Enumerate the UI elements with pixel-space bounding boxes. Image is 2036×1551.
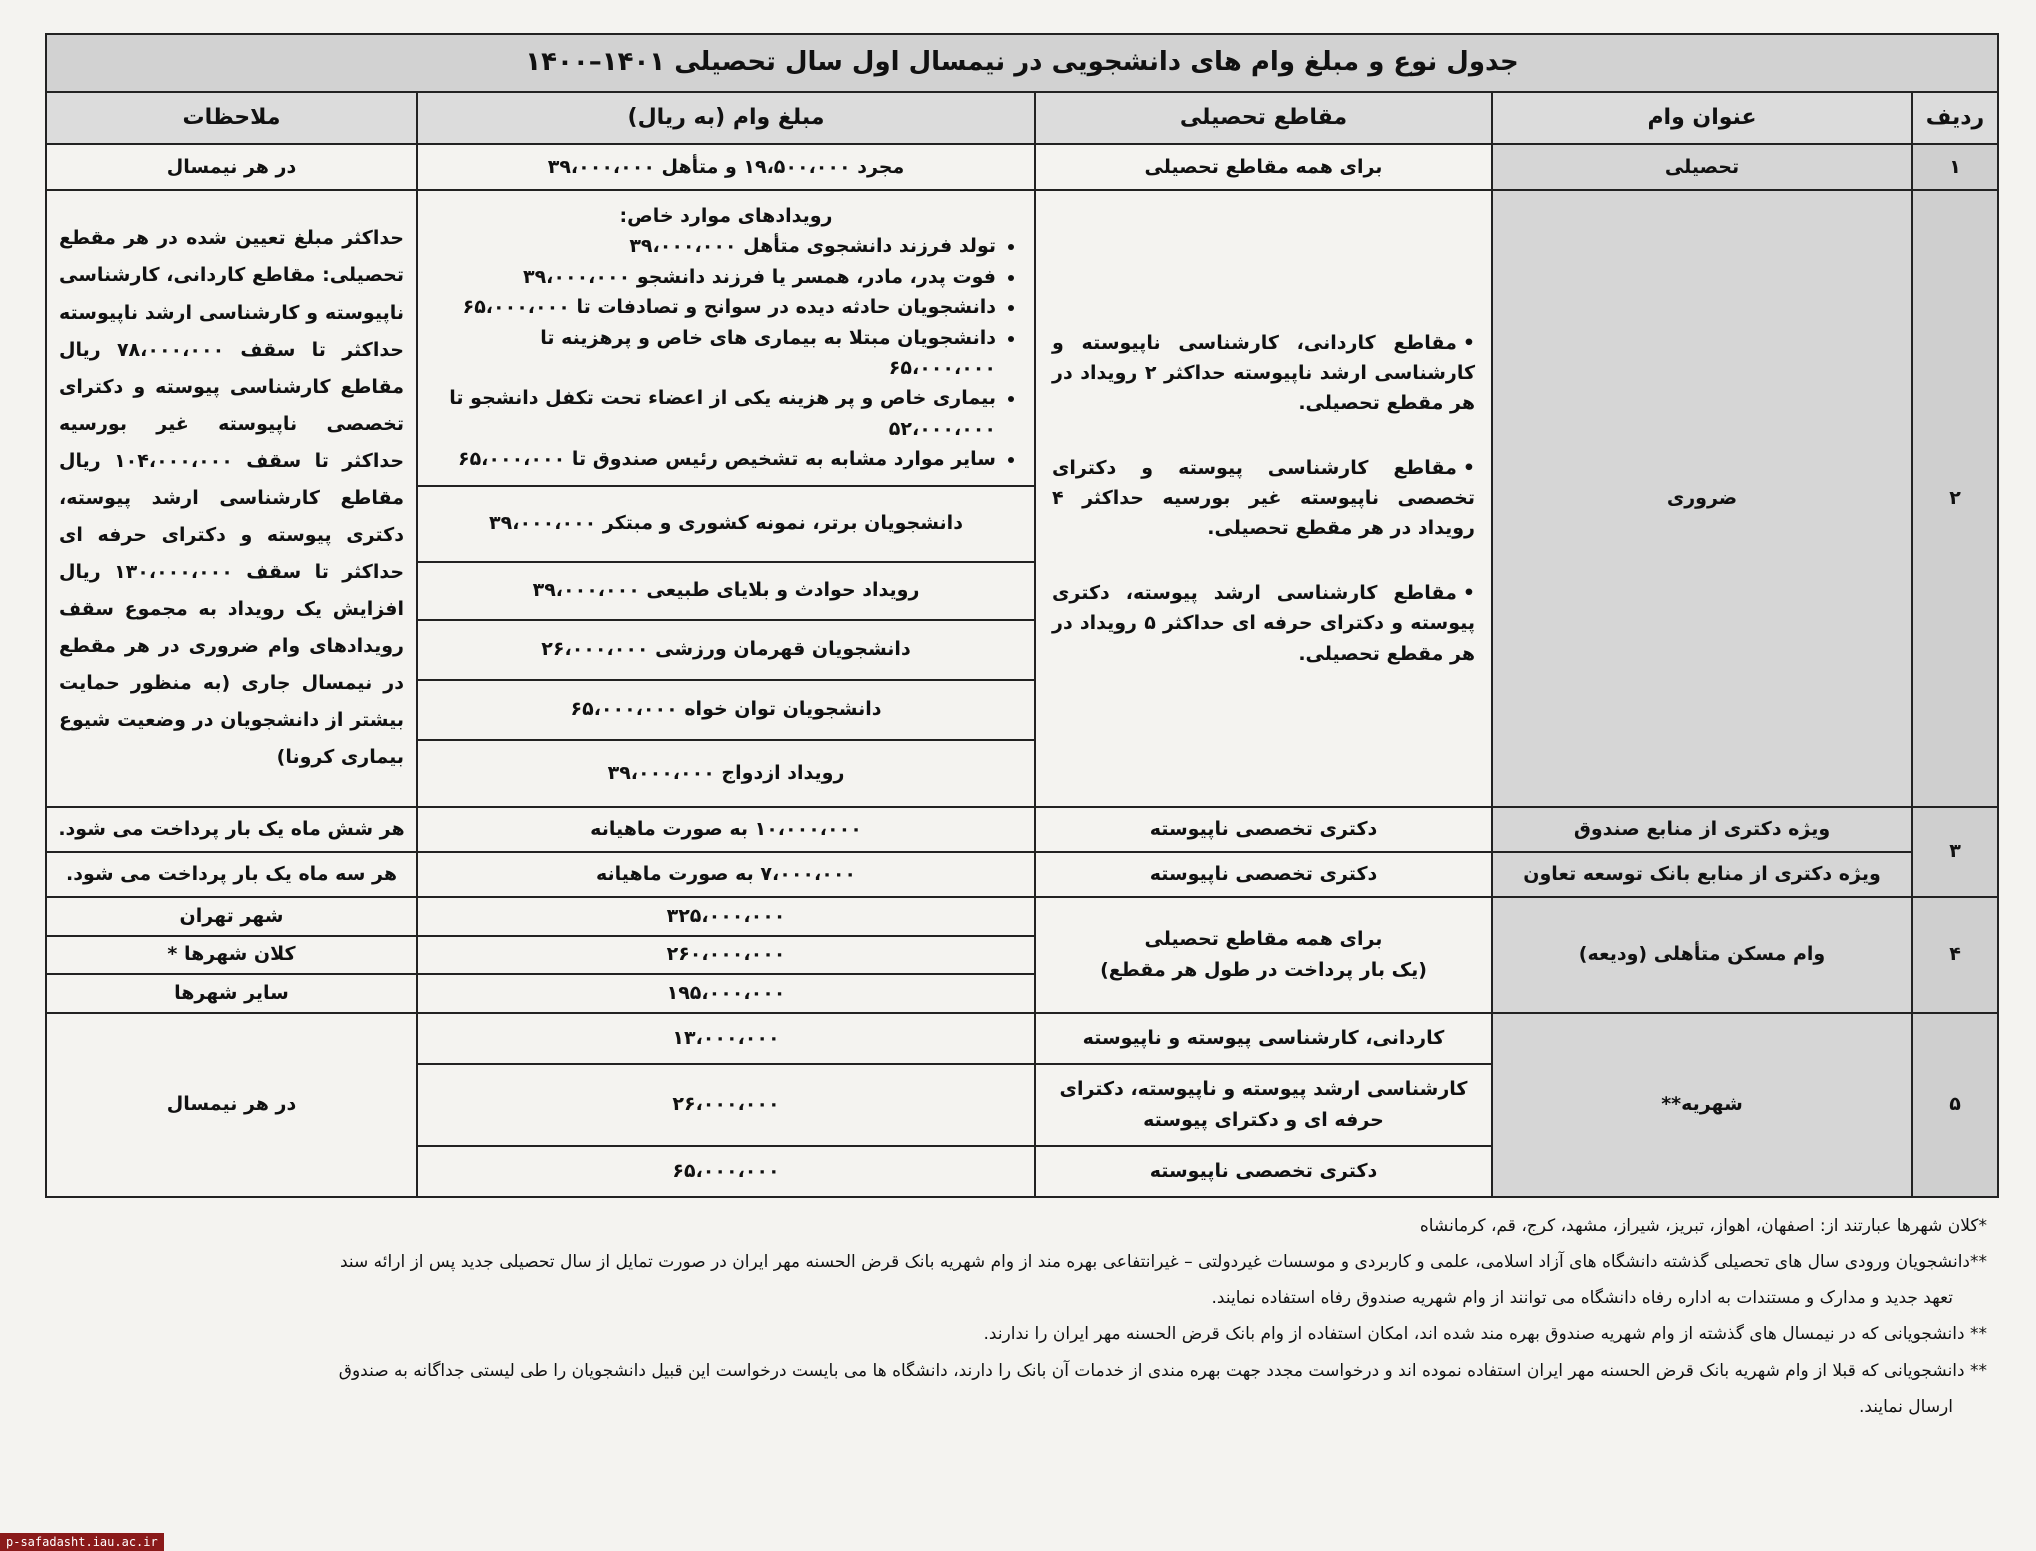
loan-title: ضروری bbox=[1492, 190, 1912, 807]
footnote: **دانشجویان ورودی سال های تحصیلی گذشته دانشگاه های آزاد اسلامی، علمی و کاربردی و موسسات غیردولتی – غیرانتفاعی بهره مند از وام شهریه بانک قرض الحسنه مهر ایران در صورت تمایل از سال تحصیلی جدید پس از ارائه سند bbox=[339, 1251, 1987, 1272]
list-item: • سایر موارد مشابه به تشخیص رئیس صندوق تا ۶۵،۰۰۰،۰۰۰ bbox=[430, 444, 996, 474]
notes-cell: حداکثر مبلغ تعیین شده در هر مقطع تحصیلی: مقاطع کاردانی، کارشناسی ناپیوسته و کارشناسی ارشد ناپیوسته حداکثر تا سقف ۷۸،۰۰۰،۰۰۰ ریال مقاطع کارشناسی پیوسته و دکترای تخصصی ناپیوسته غیر بورسیه حداکثر تا سقف ۱۰۴،۰۰۰،۰۰۰ ریال مقاطع کارشناسی ارشد پیوسته، دکتری پیوسته و دکترای حرفه ای حداکثر تا سقف ۱۳۰،۰۰۰،۰۰۰ ریال افزایش یک رویداد به مجموع سقف رویدادهای وام ضروری در هر مقطع در نیمسال جاری (به منظور حمایت بیشتر از دانشجویان در وضعیت شیوع بیماری کرونا) bbox=[46, 190, 417, 807]
list-item: • فوت پدر، مادر، همسر یا فرزند دانشجو ۳۹،۰۰۰،۰۰۰ bbox=[430, 262, 996, 292]
notes-cell: در هر نیمسال bbox=[46, 144, 417, 190]
loan-title: ویژه دکتری از منابع صندوق ویژه دکتری از منابع بانک توسعه تعاون bbox=[1492, 807, 1912, 897]
row-number: ۲ bbox=[1912, 190, 1998, 807]
table-row-4 bbox=[46, 897, 1998, 1013]
watermark-url: p-safadasht.iau.ac.ir bbox=[0, 1533, 164, 1551]
sub-amount: دانشجویان برتر، نمونه کشوری و مبتکر ۳۹،۰۰۰،۰۰۰ bbox=[418, 486, 1034, 562]
list-item: • دانشجویان حادثه دیده در سوانح و تصادفات تا ۶۵،۰۰۰،۰۰۰ bbox=[430, 292, 996, 322]
events-heading: رویدادهای موارد خاص: bbox=[619, 205, 833, 227]
footnote: ** دانشجویانی که قبلا از وام شهریه بانک قرض الحسنه مهر ایران استفاده نموده اند و درخواست مجدد جهت بهره مندی از خدمات آن بانک را دارند، دانشگاه ها می بایست درخواست این قبیل دانشجویان را طی لیستی جداگانه به صندوق bbox=[338, 1360, 1987, 1381]
table-row-3 bbox=[46, 807, 1998, 897]
loan-title: شهریه** bbox=[1492, 1013, 1912, 1197]
levels-cell: برای همه مقاطع تحصیلی (یک بار پرداخت در طول هر مقطع) bbox=[1035, 897, 1492, 1013]
sub-amount: رویداد ازدواج ۳۹،۰۰۰،۰۰۰ bbox=[607, 761, 845, 784]
loan-title: وام مسکن متأهلی (ودیعه) bbox=[1492, 897, 1912, 1013]
list-item: • دانشجویان مبتلا به بیماری های خاص و پرهزینه تا ۶۵،۰۰۰،۰۰۰ bbox=[430, 323, 996, 384]
footnote: *کلان شهرها عبارتند از: اصفهان، اهواز، تبریز، شیراز، مشهد، کرج، قم، کرمانشاه bbox=[1419, 1215, 1987, 1236]
loan-table bbox=[45, 33, 1999, 1198]
events-list bbox=[430, 231, 1022, 474]
notes-cell: شهر تهران کلان شهرها * سایر شهرها bbox=[46, 897, 417, 1013]
table-row-5 bbox=[46, 1013, 1998, 1197]
amount-cell bbox=[417, 190, 1035, 807]
header-amount: مبلغ وام (به ریال) bbox=[417, 92, 1035, 144]
row-number: ۵ bbox=[1912, 1013, 1998, 1197]
loan-title: تحصیلی bbox=[1492, 144, 1912, 190]
level-item: •مقاطع کاردانی، کارشناسی ناپیوسته و کارشناسی ارشد ناپیوسته حداکثر ۲ رویداد در هر مقطع تحصیلی. bbox=[1052, 331, 1476, 415]
footnote: ارسال نمایند. bbox=[1858, 1397, 1953, 1417]
amount-subtable bbox=[418, 191, 1034, 806]
levels-cell: کاردانی، کارشناسی پیوسته و ناپیوسته کارشناسی ارشد پیوسته و ناپیوسته، دکترای حرفه ای و دکترای پیوسته دکتری تخصصی ناپیوسته bbox=[1035, 1013, 1492, 1197]
row-number: ۱ bbox=[1912, 144, 1998, 190]
level-item: •مقاطع کارشناسی پیوسته و دکترای تخصصی ناپیوسته غیر بورسیه حداکثر ۴ رویداد در هر مقطع تحصیلی. bbox=[1052, 456, 1475, 540]
amount-cell: ۱۳،۰۰۰،۰۰۰ ۲۶،۰۰۰،۰۰۰ ۶۵،۰۰۰،۰۰۰ bbox=[417, 1013, 1035, 1197]
levels-cell: برای همه مقاطع تحصیلی bbox=[1035, 144, 1492, 190]
sub-amount: دانشجویان توان خواه ۶۵،۰۰۰،۰۰۰ bbox=[418, 680, 1034, 740]
sub-amount: دانشجویان قهرمان ورزشی ۲۶،۰۰۰،۰۰۰ bbox=[418, 620, 1034, 680]
row-number: ۳ bbox=[1912, 807, 1998, 897]
level-item: •مقاطع کارشناسی ارشد پیوسته، دکتری پیوسته و دکترای حرفه ای حداکثر ۵ رویداد در هر مقطع تحصیلی. bbox=[1052, 581, 1475, 665]
header-levels: مقاطع تحصیلی bbox=[1035, 92, 1492, 144]
loan-table-document bbox=[45, 33, 1997, 1427]
footnote: ** دانشجویانی که در نیمسال های گذشته از وام شهریه صندوق بهره مند شده اند، امکان استفاده از وام بانک قرض الحسنه مهر ایران را ندارند. bbox=[983, 1324, 1987, 1345]
amount-cell: ۱۰،۰۰۰،۰۰۰ به صورت ماهیانه ۷،۰۰۰،۰۰۰ به صورت ماهیانه bbox=[417, 807, 1035, 897]
footnotes bbox=[45, 1210, 1997, 1424]
header-loan-title: عنوان وام bbox=[1492, 92, 1912, 144]
sub-amount: رویداد حوادث و بلایای طبیعی ۳۹،۰۰۰،۰۰۰ bbox=[418, 562, 1034, 620]
table-title: جدول نوع و مبلغ وام های دانشجویی در نیمسال اول سال تحصیلی ۱۴۰۱–۱۴۰۰ bbox=[46, 34, 1998, 92]
notes-cell: هر شش ماه یک بار پرداخت می شود. هر سه ماه یک بار پرداخت می شود. bbox=[46, 807, 417, 897]
table-row-2 bbox=[46, 190, 1998, 807]
header-notes: ملاحظات bbox=[46, 92, 417, 144]
row-number: ۴ bbox=[1912, 897, 1998, 1013]
header-row-number: ردیف bbox=[1912, 92, 1998, 144]
list-item: • تولد فرزند دانشجوی متأهل ۳۹،۰۰۰،۰۰۰ bbox=[430, 231, 996, 261]
notes-cell: در هر نیمسال bbox=[46, 1013, 417, 1197]
footnote: تعهد جدید و مدارک و مستندات به اداره رفاه دانشگاه می توانند از وام شهریه صندوق رفاه استفاده نمایند. bbox=[1211, 1288, 1953, 1309]
amount-cell: مجرد ۱۹،۵۰۰،۰۰۰ و متأهل ۳۹،۰۰۰،۰۰۰ bbox=[417, 144, 1035, 190]
table-row-1 bbox=[46, 144, 1998, 190]
list-item: • بیماری خاص و پر هزینه یکی از اعضاء تحت تکفل دانشجو تا ۵۲،۰۰۰،۰۰۰ bbox=[430, 383, 996, 444]
header-row bbox=[46, 92, 1998, 144]
amount-cell: ۳۲۵،۰۰۰،۰۰۰ ۲۶۰،۰۰۰،۰۰۰ ۱۹۵،۰۰۰،۰۰۰ bbox=[417, 897, 1035, 1013]
levels-cell: دکتری تخصصی ناپیوسته دکتری تخصصی ناپیوسته bbox=[1035, 807, 1492, 897]
levels-cell bbox=[1035, 190, 1492, 807]
